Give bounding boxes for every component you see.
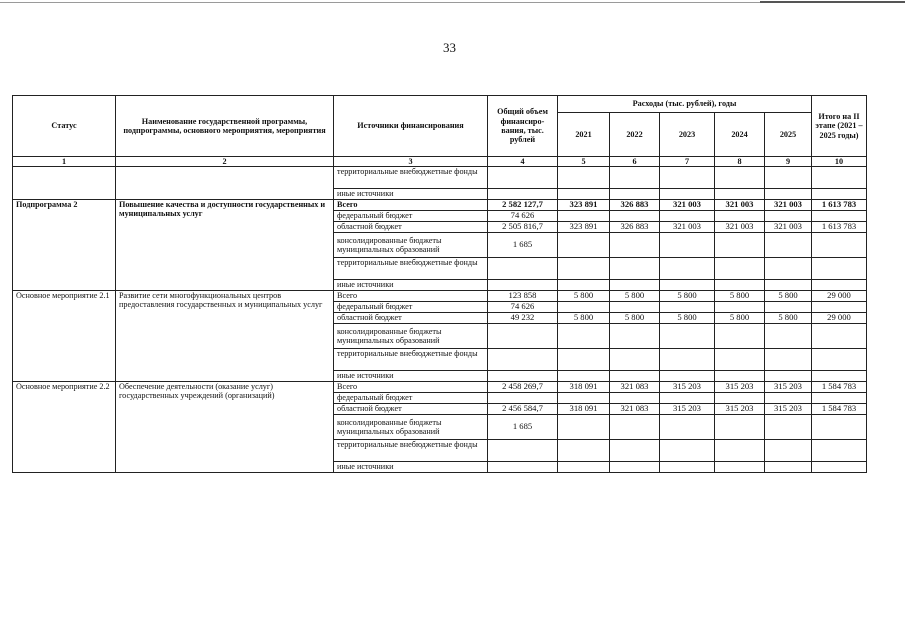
col-num: 8 [715,157,765,167]
value-2025: 321 003 [765,222,812,233]
value-2022: 321 083 [610,382,660,393]
col-num: 9 [765,157,812,167]
value-2021: 318 091 [558,382,610,393]
value-2025: 321 003 [765,200,812,211]
value-2023: 321 003 [660,200,715,211]
header-total: Общий объем финансиро-вания, тыс. рублей [488,96,558,157]
col-num: 10 [812,157,867,167]
value-2022: 321 083 [610,404,660,415]
header-status: Статус [13,96,116,157]
source-municipal: консолидированные бюджеты муниципальных образований [334,324,488,349]
value-total: 2 505 816,7 [488,222,558,233]
header-stage-total: Итого на II этапе (2021 – 2025 годы) [812,96,867,157]
header-expenses: Расходы (тыс. рублей), годы [558,96,812,113]
value-2023: 5 800 [660,291,715,302]
value-total: 2 456 584,7 [488,404,558,415]
col-num: 6 [610,157,660,167]
page-number: 33 [443,40,456,55]
value-2023: 315 203 [660,404,715,415]
value-stage: 29 000 [812,313,867,324]
status-cell: Основное мероприятие 2.2 [13,382,116,473]
source-municipal: консолидированные бюджеты муниципальных образований [334,415,488,440]
value-stage: 1 584 783 [812,382,867,393]
value-2022: 326 883 [610,200,660,211]
header-sources: Источники финансирования [334,96,488,157]
col-num: 4 [488,157,558,167]
value-2024: 5 800 [715,313,765,324]
name-cell: Повышение качества и доступности государственных и муниципальных услуг [116,200,334,291]
value-total: 49 232 [488,313,558,324]
value-total: 123 858 [488,291,558,302]
source-other: иные источники [334,280,488,291]
col-num: 1 [13,157,116,167]
value-stage: 29 000 [812,291,867,302]
financing-table [12,95,867,473]
value-2023: 321 003 [660,222,715,233]
header-year-2024: 2024 [715,113,765,157]
value-2022: 5 800 [610,291,660,302]
source-territorial: территориальные внебюджетные фонды [334,440,488,462]
top-rule-dark [760,1,905,3]
value-total: 2 458 269,7 [488,382,558,393]
name-cell [116,167,334,200]
value-2024: 315 203 [715,404,765,415]
table-row [13,200,867,211]
value-2024: 321 003 [715,200,765,211]
source-federal: федеральный бюджет [334,393,488,404]
header-year-2023: 2023 [660,113,715,157]
value-2021: 5 800 [558,313,610,324]
value-total: 1 685 [488,233,558,258]
status-cell: Подпрограмма 2 [13,200,116,291]
value-2021: 323 891 [558,200,610,211]
value-stage: 1 613 783 [812,222,867,233]
source-regional: областной бюджет [334,313,488,324]
value-2025: 315 203 [765,382,812,393]
source-other: иные источники [334,189,488,200]
value-2023: 315 203 [660,382,715,393]
value-stage: 1 613 783 [812,200,867,211]
source-federal: федеральный бюджет [334,302,488,313]
source-all: Всего [334,200,488,211]
value-2024: 315 203 [715,382,765,393]
value-2025: 5 800 [765,291,812,302]
source-territorial: территориальные внебюджетные фонды [334,167,488,189]
value-2022: 326 883 [610,222,660,233]
value-2021: 318 091 [558,404,610,415]
table-row [13,291,867,302]
column-numbers-row [13,157,867,167]
value-2024: 321 003 [715,222,765,233]
value-2024: 5 800 [715,291,765,302]
name-cell: Развитие сети многофункциональных центров предоставления государственных и муниципальных услуг [116,291,334,382]
source-all: Всего [334,382,488,393]
header-year-2025: 2025 [765,113,812,157]
status-cell [13,167,116,200]
value-total: 74 626 [488,211,558,222]
value-total: 1 685 [488,415,558,440]
source-territorial: территориальные внебюджетные фонды [334,258,488,280]
source-other: иные источники [334,371,488,382]
table-row [13,167,867,189]
col-num: 2 [116,157,334,167]
value-2025: 5 800 [765,313,812,324]
value-2021: 323 891 [558,222,610,233]
col-num: 5 [558,157,610,167]
table-row [13,382,867,393]
source-regional: областной бюджет [334,404,488,415]
source-regional: областной бюджет [334,222,488,233]
value-total: 2 582 127,7 [488,200,558,211]
value-2025: 315 203 [765,404,812,415]
source-all: Всего [334,291,488,302]
value-2022: 5 800 [610,313,660,324]
value-2023: 5 800 [660,313,715,324]
col-num: 3 [334,157,488,167]
source-other: иные источники [334,462,488,473]
header-year-2022: 2022 [610,113,660,157]
source-municipal: консолидированные бюджеты муниципальных образований [334,233,488,258]
header-year-2021: 2021 [558,113,610,157]
value-2021: 5 800 [558,291,610,302]
header-name: Наименование государственной программы, подпрограммы, основного мероприятия, мероприятия [116,96,334,157]
source-federal: федеральный бюджет [334,211,488,222]
value-total: 74 626 [488,302,558,313]
header-row-1 [13,96,867,113]
col-num: 7 [660,157,715,167]
value-stage: 1 584 783 [812,404,867,415]
source-territorial: территориальные внебюджетные фонды [334,349,488,371]
name-cell: Обеспечение деятельности (оказание услуг) государственных учреждений (организаций) [116,382,334,473]
status-cell: Основное мероприятие 2.1 [13,291,116,382]
